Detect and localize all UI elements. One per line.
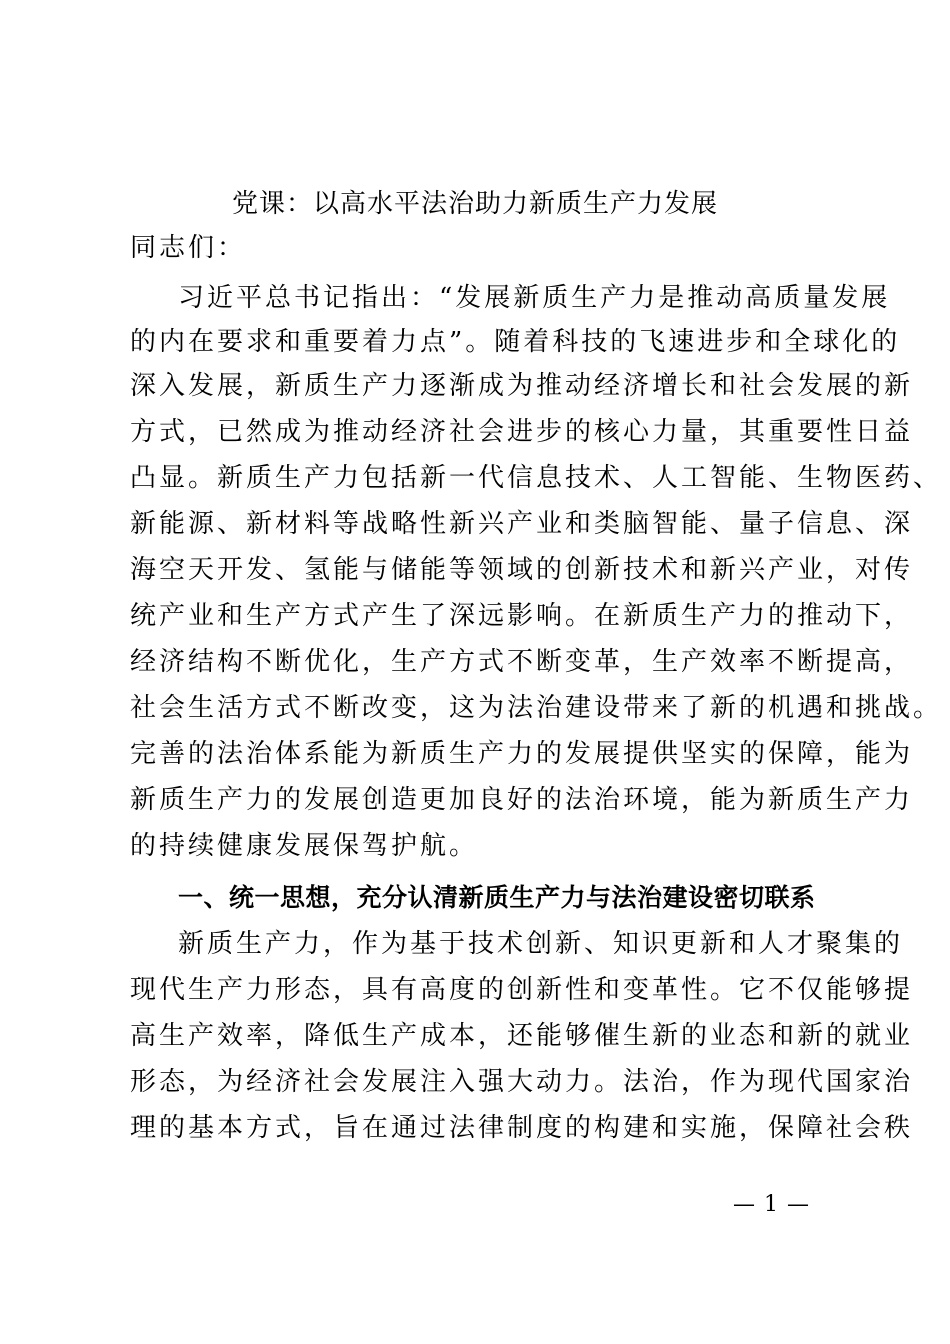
paragraph-line: 经济结构不断优化，生产方式不断变革，生产效率不断提高， <box>130 647 914 677</box>
salutation: 同志们： <box>130 233 247 263</box>
paragraph-line: 的内在要求和重要着力点”。随着科技的飞速进步和全球化的 <box>130 327 901 357</box>
page-number: — 1 — <box>733 1192 810 1217</box>
document-title: 党课：以高水平法治助力新质生产力发展 <box>231 189 718 219</box>
paragraph-line: 现代生产力形态，具有高度的创新性和变革性。它不仅能够提 <box>130 975 914 1005</box>
paragraph-line: 海空天开发、氢能与储能等领域的创新技术和新兴产业，对传 <box>130 555 914 585</box>
paragraph-line: 形态，为经济社会发展注入强大动力。法治，作为现代国家治 <box>130 1067 914 1097</box>
paragraph-line: 社会生活方式不断改变，这为法治建设带来了新的机遇和挑战。 <box>130 693 943 723</box>
paragraph-line: 新质生产力的发展创造更加良好的法治环境，能为新质生产力 <box>130 785 914 815</box>
section-heading: 一、统一思想，充分认清新质生产力与法治建设密切联系 <box>178 883 816 912</box>
paragraph-line: 新能源、新材料等战略性新兴产业和类脑智能、量子信息、深 <box>130 509 914 539</box>
paragraph-line: 新质生产力，作为基于技术创新、知识更新和人才聚集的 <box>178 929 904 959</box>
paragraph-line: 习近平总书记指出：“发展新质生产力是推动高质量发展 <box>178 283 891 313</box>
paragraph-line: 凸显。新质生产力包括新一代信息技术、人工智能、生物医药、 <box>130 463 943 493</box>
paragraph-line: 完善的法治体系能为新质生产力的发展提供坚实的保障，能为 <box>130 739 914 769</box>
paragraph-line: 方式，已然成为推动经济社会进步的核心力量，其重要性日益 <box>130 417 914 447</box>
paragraph-line: 理的基本方式，旨在通过法律制度的构建和实施，保障社会秩 <box>130 1113 914 1143</box>
paragraph-line: 深入发展，新质生产力逐渐成为推动经济增长和社会发展的新 <box>130 371 914 401</box>
paragraph-line: 高生产效率，降低生产成本，还能够催生新的业态和新的就业 <box>130 1021 914 1051</box>
paragraph-line: 的持续健康发展保驾护航。 <box>130 831 479 861</box>
paragraph-line: 统产业和生产方式产生了深远影响。在新质生产力的推动下， <box>130 601 914 631</box>
